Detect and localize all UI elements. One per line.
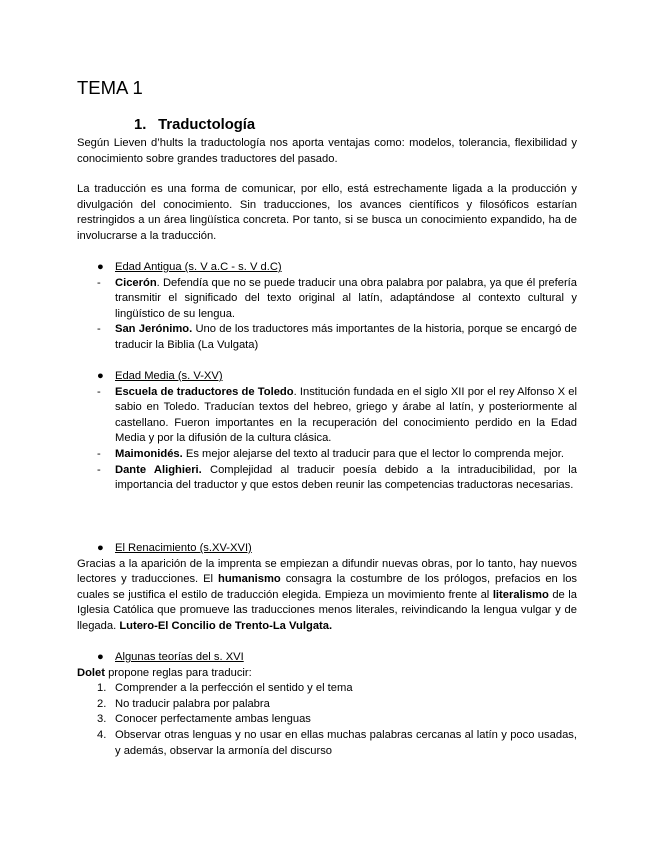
- rules-list: [77, 681, 577, 759]
- dash-list: [77, 276, 577, 354]
- item-name: San Jerónimo.: [115, 323, 193, 336]
- section-teorias: [77, 650, 577, 759]
- list-item: [77, 697, 577, 713]
- category-heading: [77, 260, 577, 276]
- category-title: Edad Media (s. V-XV): [115, 370, 223, 382]
- item-number: 3.: [97, 713, 107, 726]
- section-renacimiento: [77, 541, 577, 635]
- item-name: Escuela de traductores de Toledo: [115, 385, 294, 398]
- bullet-icon: ●: [97, 542, 104, 554]
- dash-icon: -: [97, 385, 101, 398]
- dash-icon: -: [97, 447, 101, 460]
- teorias-intro: Dolet propone reglas para traducir:: [77, 666, 252, 679]
- renacimiento-paragraph: Gracias a la aparición de la imprenta se empiezan a difundir nuevas obras, por lo tanto, hay nuevos lectores y traducciones. El humanismo consagra la costumbre de los prólogos, prefacios en los cuales se justifica el estilo de traducción elegida. Empieza un movimiento frente al literalismo de la Iglesia Católica que promueve las traducciones menos literales, reivindicando la lengua vulgar y de llegada. Lutero-El Concilio de Trento-La Vulgata.: [77, 557, 578, 632]
- item-text: . Defendía que no se puede traducir una obra palabra por palabra, ya que él prefería transmitir el significado del texto original al latín, adaptándose al contexto cultural y lingüístico de su lengua.: [115, 276, 577, 320]
- item-name: Cicerón: [115, 276, 157, 289]
- section-edad-antigua: [77, 260, 577, 354]
- item-number: 1.: [97, 682, 107, 695]
- list-item: [77, 322, 577, 353]
- category-title: Algunas teorías del s. XVI: [115, 651, 244, 663]
- section-number: 1.: [134, 117, 147, 133]
- item-name: Dante Alighieri.: [115, 463, 202, 476]
- category-heading: [77, 541, 577, 557]
- item-text: Conocer perfectamente ambas lenguas: [115, 713, 311, 726]
- category-title: Edad Antigua (s. V a.C - s. V d.C): [115, 261, 282, 273]
- category-heading: [77, 650, 577, 666]
- list-item: [77, 728, 577, 759]
- item-text: Complejidad al traducir poesía debido a la intraducibilidad, por la importancia del traductor y que estos deben reunir las competencias traductoras necesarias.: [115, 463, 577, 492]
- item-text: No traducir palabra por palabra: [115, 697, 270, 710]
- dash-icon: -: [97, 276, 101, 289]
- item-text: Es mejor alejarse del texto al traducir para que el lector lo comprenda mejor.: [182, 447, 564, 460]
- category-title: El Renacimiento (s.XV-XVI): [115, 542, 252, 554]
- intro-paragraph-2: La traducción es una forma de comunicar, por ello, está estrechamente ligada a la producción y divulgación del conocimiento. Sin traducciones, los avances científicos y filosóficos estarían restringidos a un área lingüística concreta. Por tanto, si se busca un conocimiento expandido, ha de involucrarse a la traducción.: [77, 183, 577, 242]
- item-text: Uno de los traductores más importantes de la historia, porque se encargó de traducir la Biblia (La Vulgata): [115, 323, 578, 351]
- section-edad-media: [77, 369, 577, 494]
- list-item: [77, 712, 577, 728]
- item-text: Observar otras lenguas y no usar en ellas muchas palabras cercanas al latín y poco usadas, y además, observar la armonía del discurso: [115, 728, 577, 757]
- bullet-icon: ●: [97, 261, 104, 273]
- list-item: [77, 447, 577, 463]
- section-title: [134, 116, 255, 134]
- bullet-icon: ●: [97, 651, 104, 663]
- dash-icon: -: [97, 323, 101, 336]
- bullet-icon: ●: [97, 370, 104, 382]
- item-name: Maimonidés.: [115, 447, 183, 460]
- list-item: [77, 463, 577, 494]
- category-heading: [77, 369, 577, 385]
- list-item: [77, 681, 577, 697]
- list-item: [77, 385, 577, 447]
- list-item: [77, 276, 577, 323]
- item-text: . Institución fundada en el siglo XII por el rey Alfonso X el sabio en Toledo. Traducían textos del hebreo, griego y árabe al latín, y posteriormente al castellano. Fueron importantes en la recuperación del conocimiento perdido en la Edad Media y por la difusión de la cultura clásica.: [115, 385, 577, 445]
- item-text: Comprender a la perfección el sentido y el tema: [115, 682, 353, 695]
- dash-icon: -: [97, 463, 101, 476]
- document-heading: TEMA 1: [77, 77, 143, 98]
- intro-paragraph-1: Según Lieven d’hults la traductología nos aporta ventajas como: modelos, tolerancia, flexibilidad y conocimiento sobre grandes traductores del pasado.: [77, 137, 577, 165]
- item-number: 4.: [97, 728, 107, 741]
- dash-list: [77, 385, 577, 494]
- item-number: 2.: [97, 697, 107, 710]
- section-title-text: Traductología: [158, 117, 256, 133]
